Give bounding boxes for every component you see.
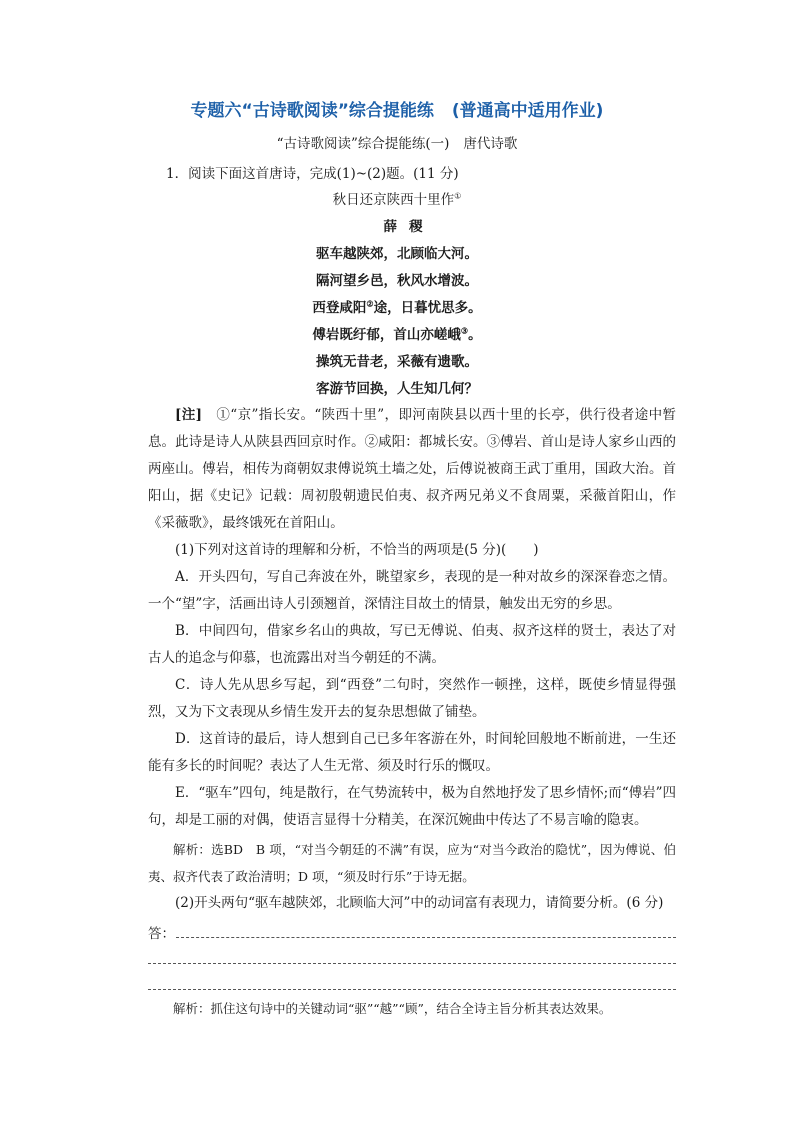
title-main: 专题六“古诗歌阅读”综合提能练 xyxy=(190,101,434,121)
poem-footnote-mark: ③ xyxy=(460,325,469,336)
poem-line: 隔河望乡邑，秋风水增波。 xyxy=(316,273,478,289)
poem-title-text: 秋日还京陕西十里作 xyxy=(332,192,455,208)
poem-footnote-mark: ② xyxy=(366,298,374,309)
answer-line[interactable] xyxy=(148,963,676,964)
poem-line-part: 。 xyxy=(468,327,482,343)
option-e: E．“驱车”四句，纯是散行，在气势流转中，极为自然地抒发了思乡情怀;而“傅岩”四句，却是工丽的对偶，使语言显得十分精美，在深沉婉曲中传达了不易言喻的隐衷。 xyxy=(148,785,677,828)
poem-line-part: 西登咸阳 xyxy=(312,300,367,316)
answer-line[interactable] xyxy=(176,937,676,938)
poem-line-part: 途，日暮忧思多。 xyxy=(373,300,482,316)
answer-label: 答： xyxy=(148,926,175,942)
sub-question-1-analysis: 解析：选BD B 项，“对当今朝廷的不满”有误，应为“对当今政治的隐忧”，因为傅说、伯夷、叔齐代表了政治清明；D 项，“须及时行乐”于诗无据。 xyxy=(148,842,676,884)
notes-label: [注] xyxy=(175,407,203,423)
sub-question-1-stem: (1)下列对这首诗的理解和分析，不恰当的两项是(5 分)( ) xyxy=(175,542,539,558)
poem-title-footnote-mark: ① xyxy=(454,191,462,201)
poem-line: 驱车越陕郊，北顾临大河。 xyxy=(316,246,478,262)
question-1-prompt: 1．阅读下面这首唐诗，完成(1)~(2)题。(11 分) xyxy=(166,166,459,182)
subtitle-main: “古诗歌阅读”综合提能练(一) xyxy=(276,136,450,152)
option-c: C．诗人先从思乡写起，到“西登”二句时，突然作一顿挫，这样，既使乡情显得强烈，又为下文表现从乡情生发开去的复杂思想做了铺垫。 xyxy=(148,677,676,720)
poem-line-part: 傅岩既纡郁，首山亦嵯峨 xyxy=(312,327,461,343)
notes-text: ①“京”指长安。“陕西十里”，即河南陕县以西十里的长亭，供行役者途中暂息。此诗是诗人从陕县西回京时作。②咸阳：都城长安。③傅岩、首山是诗人家乡山西的两座山。傅岩，相传为商朝奴隶傅说筑土墙之处，后傅说被商王武丁重用，国政大治。首阳山，据《史记》记载：周初殷朝遗民伯夷、叔齐两兄弟义不食周粟，采薇首阳山，作《采薇歌》，最终饿死在首阳山。 xyxy=(148,407,676,531)
poem-notes xyxy=(148,402,676,537)
option-a: A．开头四句，写自己奔波在外，眺望家乡，表现的是一种对故乡的深深眷恋之情。一个“望”字，活画出诗人引颈翘首，深情注目故土的情景，触发出无穷的乡思。 xyxy=(148,569,676,612)
poem-line: 操筑无昔老，采薇有遗歌。 xyxy=(316,354,478,370)
poem-author: 薛稷 xyxy=(383,219,435,235)
title-paren: (普通高中适用作业) xyxy=(451,101,604,121)
poem-title xyxy=(0,188,794,208)
page-subtitle xyxy=(0,132,794,152)
page-title xyxy=(0,96,794,121)
option-b: B．中间四句，借家乡名山的典故，写已无傅说、伯夷、叔齐这样的贤士，表达了对古人的追念与仰慕，也流露出对当今朝廷的不满。 xyxy=(148,623,676,666)
poem-line xyxy=(0,296,794,316)
poem-line: 客游节回换，人生知几何？ xyxy=(316,381,478,397)
subtitle-topic: 唐代诗歌 xyxy=(463,136,518,152)
sub-question-2-analysis: 解析：抓住这句诗中的关键动词“驱”“越”“顾”，结合全诗主旨分析其表达效果。 xyxy=(173,1001,612,1016)
answer-line[interactable] xyxy=(148,989,676,990)
poem-line xyxy=(0,323,794,343)
sub-question-2-stem: (2)开头两句“驱车越陕郊，北顾临大河”中的动词富有表现力，请简要分析。(6 分) xyxy=(175,895,664,911)
option-d: D．这首诗的最后，诗人想到自己已多年客游在外，时间轮回般地不断前进，一生还能有多长的时间呢？表达了人生无常、须及时行乐的慨叹。 xyxy=(148,731,676,774)
